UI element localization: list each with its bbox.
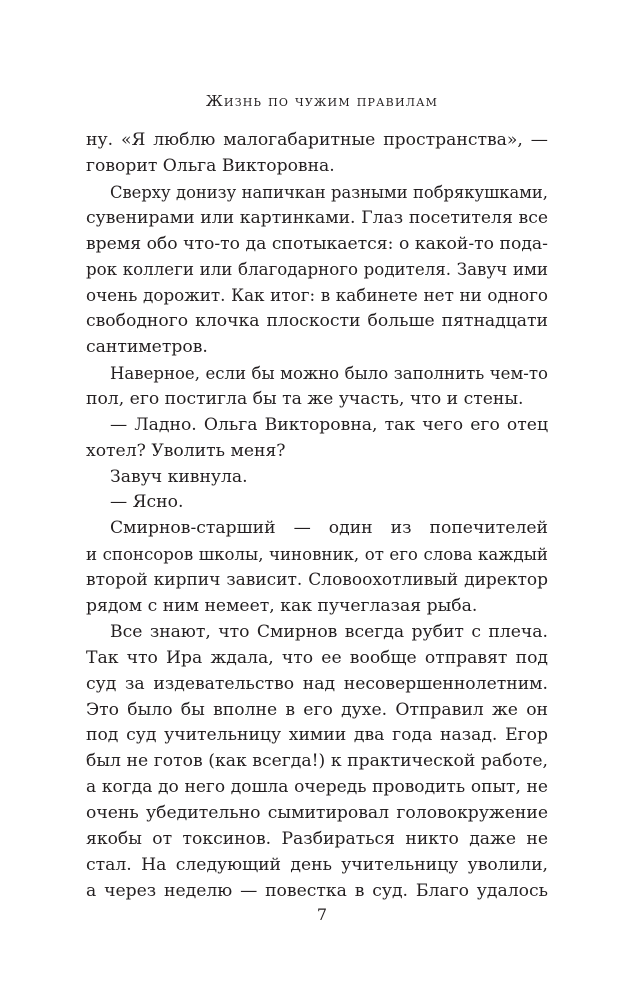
text-line: сантиметров. [86,337,208,358]
text-line: под суд учительницу химии два года назад. Егор [86,725,548,746]
text-line: ну. «Я люблю малогабаритные пространства», — [86,130,548,150]
text-line: Так что Ира ждала, что ее вообще отправят под [86,647,548,668]
text-line: якобы от токсинов. Разбираться никто даже не [86,829,548,850]
text-line: рок коллеги или благодарного родителя. Завуч ими [86,260,548,280]
text-line: сувенирами или картинками. Глаз посетителя все [86,207,548,228]
text-line: очень убедительно сымитировал головокружение [86,803,548,824]
text-line: стал. На следующий день учительницу уволили, [86,854,548,875]
text-line: Сверху донизу напичкан разными побрякушками, [110,182,548,202]
text-line: свободного клочка плоскости больше пятнадцати [86,311,548,332]
text-line: Завуч кивнула. [110,466,248,487]
text-line: — Ладно. Ольга Викторовна, так чего его отец [110,414,548,435]
text-line: Смирнов-старший — один из попечителей [110,518,548,539]
text-line: Все знают, что Смирнов всегда рубит с плеча. [110,621,548,642]
text-line: Наверное, если бы можно было заполнить чем-то [110,364,548,384]
text-line: был не готов (как всегда!) к практической работе, [86,751,548,772]
text-line: время обо что-то да спотыкается: о какой-то пода- [86,233,548,254]
text-line: — Ясно. [110,492,184,513]
text-line: очень дорожит. Как итог: в кабинете нет ни одного [86,285,548,306]
body-text [86,128,548,905]
text-line: пол, его постигла бы та же участь, что и стены. [86,388,524,409]
text-line: суд за издевательство над несовершеннолетним. [86,673,548,694]
running-head: Жизнь по чужим правилам [205,92,439,110]
text-line: рядом с ним немеет, как пучеглазая рыба. [86,596,478,617]
text-line: а когда до него дошла очередь проводить опыт, не [86,777,548,798]
text-line: а через неделю — повестка в суд. Благо удалось [86,880,548,901]
text-line: Это было бы вполне в его духе. Отправил же он [86,699,548,720]
text-line: и спонсоров школы, чиновник, от его слова каждый [86,545,548,565]
text-line: второй кирпич зависит. Словоохотливый директор [86,570,548,591]
text-line: хотел? Уволить меня? [86,440,286,461]
page-number: 7 [316,905,328,924]
text-line: говорит Ольга Викторовна. [86,155,335,176]
